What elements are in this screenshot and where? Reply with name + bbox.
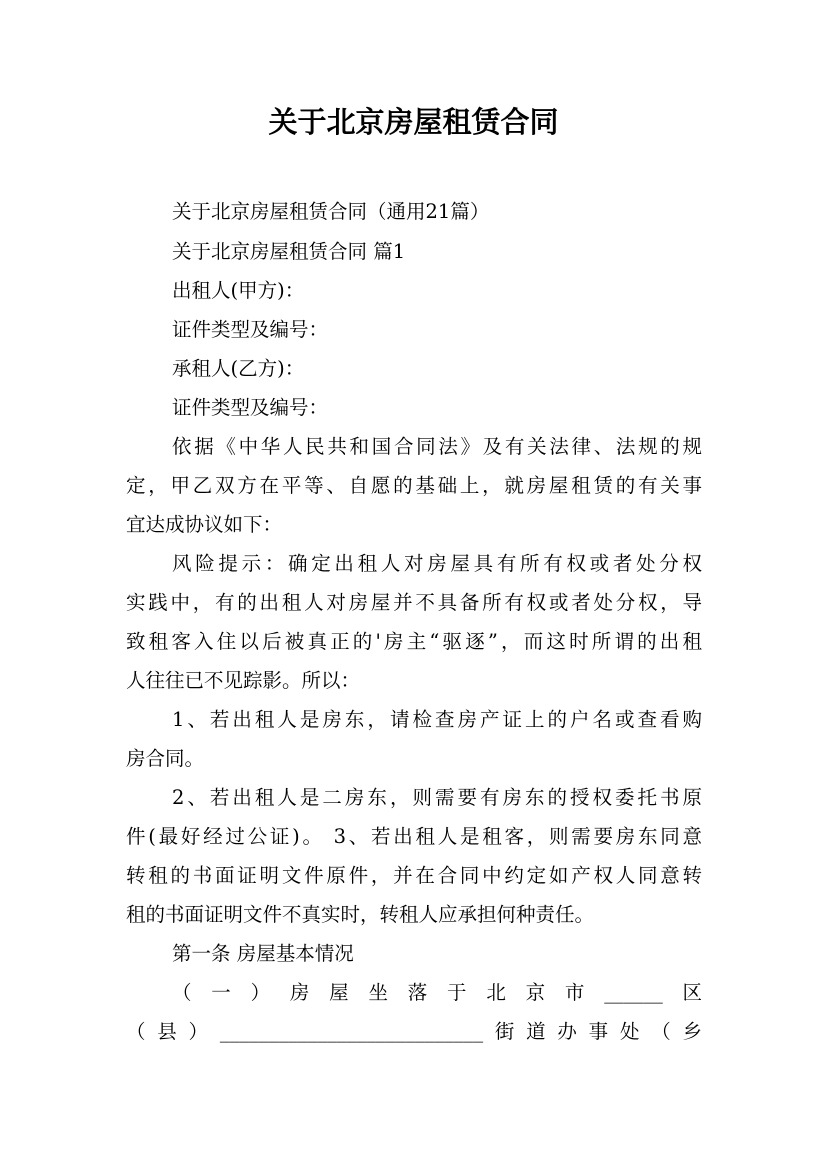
paragraph-line: 风险提示：确定出租人对房屋具有所有权或者处分权: [172, 552, 702, 575]
paragraph-line: 宜达成协议如下：: [126, 513, 283, 536]
paragraph-line: 1、若出租人是房东，请检查房产证上的户名或查看购: [172, 708, 702, 731]
paragraph-line: 定，甲乙双方在平等、自愿的基础上，就房屋租赁的有关事: [126, 474, 702, 497]
paragraph-line: 2、若出租人是二房东，则需要有房东的授权委托书原: [172, 786, 702, 809]
paragraph-line: 租的书面证明文件不真实时，转租人应承担何种责任。: [126, 903, 595, 926]
paragraph-line: 房合同。: [126, 747, 205, 770]
document-title: 关于北京房屋租赁合同: [268, 105, 559, 139]
paragraph-line: 人往往已不见踪影。所以：: [126, 669, 361, 692]
lessor-id-label: 证件类型及编号：: [172, 318, 329, 341]
lessee-label: 承租人(乙方)：: [172, 357, 305, 380]
paragraph-line: （一）房屋坐落于北京市______区: [172, 981, 702, 1004]
paragraph-line: 件(最好经过公证)。 3、若出租人是租客，则需要房东同意: [126, 825, 702, 848]
lessee-id-label: 证件类型及编号：: [172, 396, 329, 419]
paragraph-line: 转租的书面证明文件原件，并在合同中约定如产权人同意转: [126, 864, 702, 887]
paragraph-line: 致租客入住以后被真正的'房主“驱逐”，而这时所谓的出租: [126, 630, 702, 653]
paragraph-line: 依据《中华人民共和国合同法》及有关法律、法规的规: [172, 435, 702, 458]
section-heading: 关于北京房屋租赁合同 篇1: [172, 240, 406, 263]
paragraph-line: 实践中，有的出租人对房屋并不具备所有权或者处分权，导: [126, 591, 702, 614]
paragraph-line: （县）___________________________街道办事处（乡: [126, 1020, 702, 1043]
lessor-label: 出租人(甲方)：: [172, 279, 305, 302]
article-heading: 第一条 房屋基本情况: [172, 942, 354, 965]
document-body: [126, 192, 702, 1051]
subtitle-line: 关于北京房屋租赁合同（通用21篇）: [172, 200, 490, 223]
